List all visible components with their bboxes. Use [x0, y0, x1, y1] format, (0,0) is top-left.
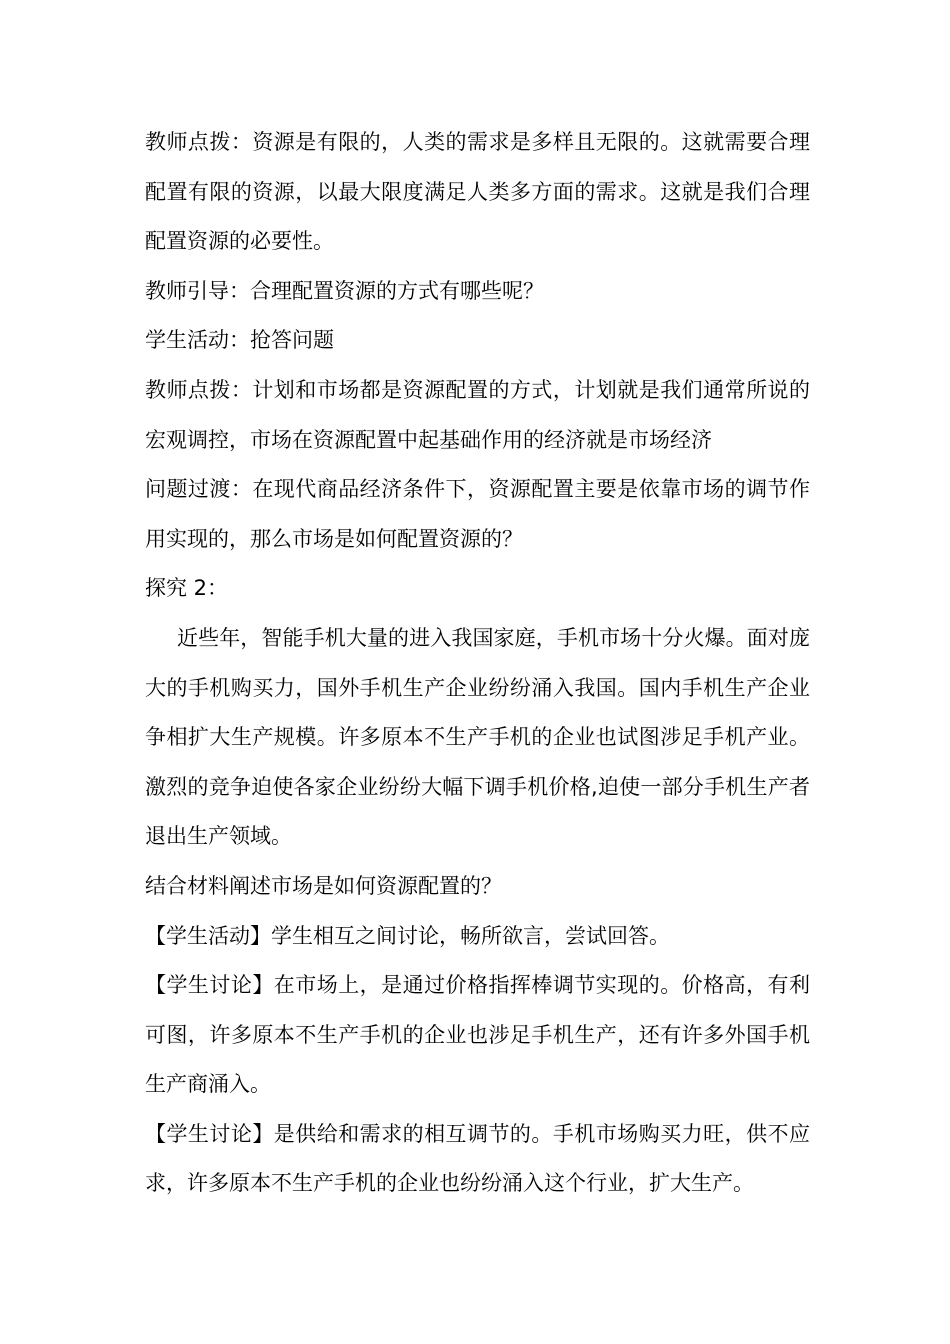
- paragraph-student-activity-2: 【学生活动】学生相互之间讨论，畅所欲言，尝试回答。: [145, 923, 670, 948]
- paragraph-transition: 问题过渡：在现代商品经济条件下，资源配置主要是依靠市场的调节作用实现的，那么市场是如何配置资源的？: [145, 477, 810, 551]
- paragraph-explore-heading: 探究 2：: [145, 576, 229, 601]
- paragraph-student-discussion-1: 【学生讨论】在市场上，是通过价格指挥棒调节实现的。价格高，有利可图，许多原本不生产手机的企业也涉足手机生产，还有许多外国手机生产商涌入。: [145, 973, 810, 1097]
- paragraph-student-activity-1: 学生活动：抢答问题: [145, 328, 334, 353]
- paragraph-student-discussion-2: 【学生讨论】是供给和需求的相互调节的。手机市场购买力旺，供不应求，许多原本不生产手机的企业也纷纷涌入这个行业，扩大生产。: [145, 1121, 810, 1196]
- paragraph-teacher-hint-1: 教师点拨：资源是有限的，人类的需求是多样且无限的。这就需要合理配置有限的资源，以最大限度满足人类多方面的需求。这就是我们合理配置资源的必要性。: [145, 130, 810, 254]
- paragraph-question: 结合材料阐述市场是如何资源配置的？: [145, 873, 502, 898]
- paragraph-case-material: 近些年，智能手机大量的进入我国家庭，手机市场十分火爆。面对庞大的手机购买力，国外手机生产企业纷纷涌入我国。国内手机生产企业争相扩大生产规模。许多原本不生产手机的企业也试图涉足手机产业。激烈的竞争迫使各家企业纷纷大幅下调手机价格,迫使一部分手机生产者退出生产领域。: [145, 625, 810, 849]
- paragraph-teacher-hint-2: 教师点拨：计划和市场都是资源配置的方式，计划就是我们通常所说的宏观调控，市场在资源配置中起基础作用的经济就是市场经济: [145, 377, 810, 452]
- paragraph-teacher-guide: 教师引导：合理配置资源的方式有哪些呢？: [145, 278, 544, 303]
- document-body: [145, 118, 810, 1209]
